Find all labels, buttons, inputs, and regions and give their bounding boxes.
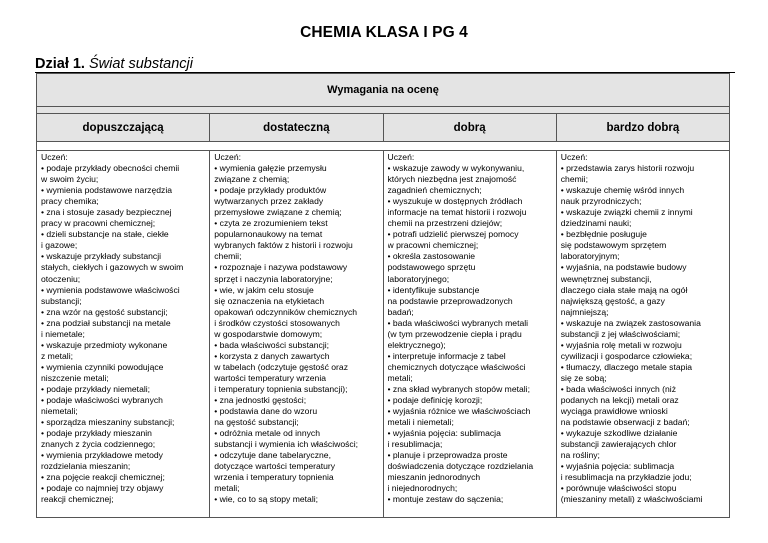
requirement-line: substancji i wymienia ich właściwości; <box>214 439 359 450</box>
student-label: Uczeń: <box>387 152 415 162</box>
requirement-line: • wie, co to są stopy metali; <box>214 494 319 505</box>
requirement-line: z metali; <box>41 350 73 361</box>
requirement-line: cywilizacji i gospodarce człowieka; <box>560 350 693 361</box>
requirement-line: • zna i stosuje zasady bezpiecznej <box>41 207 172 218</box>
requirement-line: mieszanin jednorodnych <box>387 472 481 483</box>
requirement-line: • wyjaśnia pojęcia: sublimacja <box>387 428 501 439</box>
section-heading <box>35 56 193 72</box>
requirement-line: • odczytuje dane tabelaryczne, <box>214 450 331 461</box>
requirement-line: w pracowni chemicznej; <box>387 240 479 251</box>
requirement-line: • sporządza mieszaniny substancji; <box>41 417 175 428</box>
page-title: CHEMIA KLASA I PG 4 <box>300 24 468 41</box>
requirement-line: w tabelach (odczytuje gęstość oraz <box>214 361 348 372</box>
requirement-line: • wymienia przykładowe metody <box>41 450 163 461</box>
row-spacer <box>37 142 730 151</box>
requirement-line: pracy chemika; <box>41 196 99 207</box>
requirement-line: informacje na temat historii i rozwoju <box>387 207 527 218</box>
requirement-line: • wykazuje szkodliwe działanie <box>560 428 678 439</box>
requirement-line: • wyjaśnia pojęcia: sublimacja <box>560 461 675 472</box>
requirement-line: • podaje definicję korozji; <box>387 395 483 406</box>
requirement-line: substancji zawierających chlor <box>560 439 677 450</box>
requirement-line: • wie, w jakim celu stosuje <box>214 284 314 295</box>
requirement-line: w swoim życiu; <box>41 174 99 185</box>
requirement-line: metali; <box>214 483 240 494</box>
requirements-cell <box>210 151 383 518</box>
requirement-line: i środków czystości stosowanych <box>214 317 340 328</box>
requirement-line: • korzysta z danych zawartych <box>214 350 330 361</box>
requirement-line: • podaje przykłady obecności chemii <box>41 163 180 174</box>
requirement-line: chemii na przestrzeni dziejów; <box>387 218 503 229</box>
requirements-cell <box>556 151 729 518</box>
section-label: Dział 1. <box>35 56 85 72</box>
requirement-line: • identyfikuje substancje <box>387 284 480 295</box>
grade-header: dostateczną <box>210 114 383 142</box>
requirement-line: na podstawie obserwacji z badań; <box>560 417 690 428</box>
requirement-line: • podaje właściwości wybranych <box>41 395 163 406</box>
requirement-line: • dzieli substancje na stałe, ciekłe <box>41 229 169 240</box>
requirements-table <box>36 73 730 518</box>
header-spacer <box>37 107 730 114</box>
requirement-line: • tłumaczy, dlaczego metale stapia <box>560 361 693 372</box>
requirement-line: wyciąga prawidłowe wnioski <box>560 406 668 417</box>
requirements-cell <box>383 151 556 518</box>
requirement-line: • zna wzór na gęstość substancji; <box>41 306 168 317</box>
requirement-line: wartości temperatury wrzenia <box>214 372 327 383</box>
requirement-line: związane z chemią; <box>214 174 290 185</box>
requirement-line: • podstawia dane do wzoru <box>214 406 318 417</box>
requirement-line: dotyczące wartości temperatury <box>214 461 336 472</box>
grade-header: bardzo dobrą <box>556 114 729 142</box>
requirement-line: • czyta ze zrozumieniem tekst <box>214 218 328 229</box>
requirement-line: i temperatury topnienia substancji); <box>214 383 348 394</box>
grade-header-row <box>37 114 730 142</box>
requirement-line: • porównuje właściwości stopu <box>560 483 677 494</box>
requirement-line: laboratoryjnym; <box>560 251 620 262</box>
requirement-line: • wymienia gałęzie przemysłu <box>214 163 327 174</box>
requirement-line: • wyjaśnia rolę metali w rozwoju <box>560 339 682 350</box>
requirement-line: dlaczego ciała stałe mają na ogół <box>560 284 688 295</box>
requirement-line: znanych z życia codziennego; <box>41 439 156 450</box>
requirement-line: popularnonaukowy na temat <box>214 229 323 240</box>
requirement-line: chemicznych dotyczące właściwości <box>387 361 526 372</box>
requirement-line: największą gęstość, a gazy <box>560 295 665 306</box>
requirement-line: wybranych faktów z historii i rozwoju <box>214 240 353 251</box>
requirement-line: i gazowe; <box>41 240 78 251</box>
requirement-line: • podaje przykłady produktów <box>214 185 327 196</box>
requirement-line: • wskazuje przedmioty wykonane <box>41 339 168 350</box>
requirement-line: • potrafi udzielić pierwszej pomocy <box>387 229 519 240</box>
requirement-line: • interpretuje informacje z tabel <box>387 350 506 361</box>
requirement-line: metali i niemetali; <box>387 417 454 428</box>
requirement-line: • zna podział substancji na metale <box>41 317 171 328</box>
grade-header: dobrą <box>383 114 556 142</box>
student-label: Uczeń: <box>214 152 241 162</box>
requirement-line: się oznaczenia na etykietach <box>214 295 325 306</box>
requirement-line: substancji; <box>41 295 82 306</box>
requirement-line: reakcji chemicznej; <box>41 494 114 505</box>
requirement-line: chemii; <box>560 174 588 185</box>
requirement-line: niemetali; <box>41 406 78 417</box>
requirement-line: badań; <box>387 306 414 317</box>
requirement-line: (mieszaniny metali) z właściwościami <box>560 494 703 505</box>
requirement-line: na podstawie przeprowadzonych <box>387 295 513 306</box>
requirement-line: • bezbłędnie posługuje <box>560 229 647 240</box>
section-name: Świat substancji <box>89 56 193 72</box>
requirements-row <box>37 151 730 518</box>
requirement-line: • bada właściwości innych (niż <box>560 383 677 394</box>
requirement-line: • przedstawia zarys historii rozwoju <box>560 163 695 174</box>
requirement-line: na rośliny; <box>560 450 600 461</box>
requirement-line: • zna pojęcie reakcji chemicznej; <box>41 472 165 483</box>
requirement-line: podstawowego sprzętu <box>387 262 476 273</box>
requirement-line: laboratoryjnego; <box>387 273 450 284</box>
requirement-line: • określa zastosowanie <box>387 251 476 262</box>
requirement-line: opakowań odczynników chemicznych <box>214 306 358 317</box>
requirement-line: i niemetale; <box>41 328 85 339</box>
requirement-line: • wymienia podstawowe właściwości <box>41 284 180 295</box>
requirement-line: otoczeniu; <box>41 273 81 284</box>
requirement-line: dziedzinami nauki; <box>560 218 632 229</box>
requirement-line: zagadnień chemicznych; <box>387 185 482 196</box>
requirement-line: sprzęt i naczynia laboratoryjne; <box>214 273 333 284</box>
requirement-line: nauk przyrodniczych; <box>560 196 642 207</box>
requirement-line: • wymienia podstawowe narzędzia <box>41 185 173 196</box>
requirement-line: pracy w pracowni chemicznej; <box>41 218 156 229</box>
requirement-line: się podstawowym sprzętem <box>560 240 667 251</box>
requirement-line: • wskazuje przykłady substancji <box>41 251 162 262</box>
requirement-line: elektrycznego); <box>387 339 446 350</box>
requirement-line: • bada właściwości wybranych metali <box>387 317 529 328</box>
requirement-line: • bada właściwości substancji; <box>214 339 330 350</box>
requirement-line: • zna jednostki gęstości; <box>214 395 307 406</box>
requirement-line: wytwarzanych przez zakłady <box>214 196 324 207</box>
requirements-cell <box>37 151 210 518</box>
requirement-line: rozdzielania mieszanin; <box>41 461 131 472</box>
requirement-line: • wskazuje chemię wśród innych <box>560 185 685 196</box>
requirement-line: • wskazuje zawody w wykonywaniu, <box>387 163 525 174</box>
grade-header: dopuszczającą <box>37 114 210 142</box>
requirement-line: stałych, ciekłych i gazowych w swoim <box>41 262 184 273</box>
requirement-line: wewnętrznej substancji, <box>560 273 652 284</box>
requirement-line: wrzenia i temperatury topnienia <box>214 472 334 483</box>
requirement-line: • wyjaśnia różnice we właściwościach <box>387 406 531 417</box>
requirement-line: doświadczenia dotyczące rozdzielania <box>387 461 534 472</box>
requirement-line: na gęstość substancji; <box>214 417 299 428</box>
requirement-line: i niejednorodnych; <box>387 483 458 494</box>
requirement-line: podanych na lekcji) metali oraz <box>560 395 679 406</box>
requirement-line: • podaje przykłady niemetali; <box>41 383 151 394</box>
requirement-line: w gospodarstwie domowym; <box>214 328 323 339</box>
requirement-line: • wskazuje związki chemii z innymi <box>560 207 693 218</box>
requirement-line: substancji z jej właściwościami; <box>560 328 681 339</box>
student-label: Uczeń: <box>41 152 68 162</box>
requirement-line: • podaje co najmniej trzy objawy <box>41 483 164 494</box>
requirement-line: • montuje zestaw do sączenia; <box>387 494 504 505</box>
requirement-line: przemysłowe związane z chemią; <box>214 207 342 218</box>
requirement-line: • odróżnia metale od innych <box>214 428 320 439</box>
requirement-line: • zna skład wybranych stopów metali; <box>387 383 530 394</box>
student-label: Uczeń: <box>560 152 588 162</box>
requirement-line: • rozpoznaje i nazywa podstawowy <box>214 262 348 273</box>
requirement-line: chemii; <box>214 251 242 262</box>
requirement-line: i resublimacja na przykładzie jodu; <box>560 472 692 483</box>
requirement-line: • wskazuje na związek zastosowania <box>560 317 701 328</box>
requirement-line: niszczenie metali; <box>41 372 109 383</box>
requirements-header: Wymagania na ocenę <box>37 74 730 107</box>
requirement-line: metali; <box>387 372 413 383</box>
requirement-line: • planuje i przeprowadza proste <box>387 450 508 461</box>
requirement-line: • wyszukuje w dostępnych źródłach <box>387 196 523 207</box>
requirement-line: (w tym przewodzenie ciepła i prądu <box>387 328 522 339</box>
requirement-line: • wyjaśnia, na podstawie budowy <box>560 262 687 273</box>
requirement-line: • wymienia czynniki powodujące <box>41 361 164 372</box>
requirement-line: • podaje przykłady mieszanin <box>41 428 152 439</box>
requirement-line: najmniejszą; <box>560 306 609 317</box>
requirement-line: się ze sobą; <box>560 372 607 383</box>
requirement-line: i resublimacja; <box>387 439 443 450</box>
requirement-line: których niezbędna jest znajomość <box>387 174 517 185</box>
